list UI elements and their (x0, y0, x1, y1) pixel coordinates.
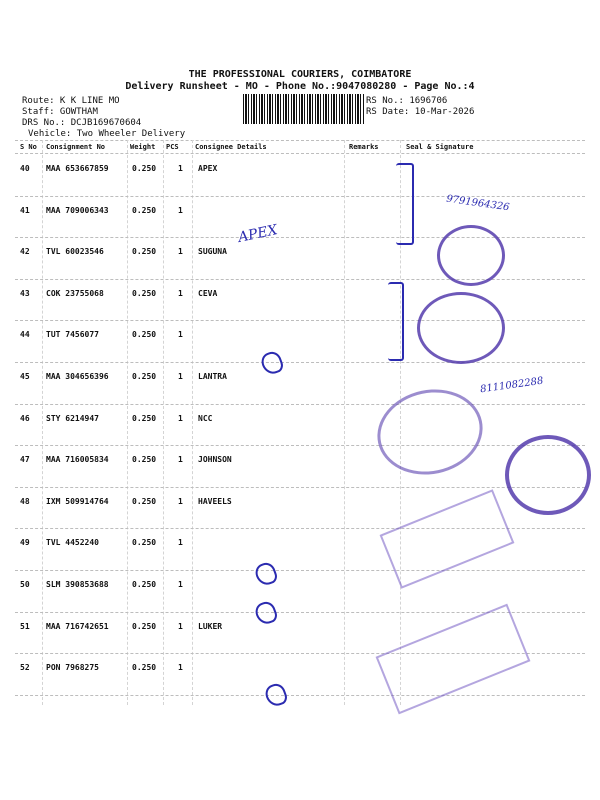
row-consignment-cell: SLM 390853688 (46, 580, 109, 589)
row-consignment-cell: PON 7968275 (46, 663, 99, 673)
row-weight-cell: 0.250 (132, 288, 157, 298)
row-consignment-cell: COK 23755068 (46, 288, 104, 298)
route-label: Route: K K LINE MO (22, 96, 120, 106)
row-pcs-cell: 1 (178, 413, 183, 423)
row-pcs-cell: 1 (178, 372, 183, 381)
row-pcs-cell: 1 (178, 247, 183, 257)
table-row (15, 154, 585, 195)
signature-bracket (396, 163, 414, 245)
runsheet-title: Delivery Runsheet - MO - Phone No.:9047080280 - Page No.:4 (125, 81, 475, 92)
row-weight-cell: 0.250 (132, 663, 157, 673)
rs-date: RS Date: 10-Mar-2026 (366, 107, 475, 117)
row-consignee-cell: NCC (198, 413, 213, 423)
prism-johnson-seal (505, 435, 591, 515)
row-sno-cell: 43 (20, 288, 30, 298)
col-header-sno: S No (20, 143, 37, 151)
staff-label: Staff: GOWTHAM (22, 107, 98, 117)
col-header-consignee: Consignee Details (195, 143, 267, 151)
row-pcs-cell: 1 (178, 205, 183, 215)
row-sno-cell: 40 (20, 164, 30, 173)
row-consignment-cell: MAA 716742651 (46, 621, 109, 631)
row-weight-cell: 0.250 (132, 372, 157, 381)
row-weight-cell: 0.250 (132, 247, 157, 257)
col-header-pcs: PCS (166, 143, 179, 151)
drs-label: DRS No.: DCJB169670604 (22, 118, 142, 128)
table-row (15, 404, 585, 445)
row-consignment-cell: MAA 709006343 (46, 205, 109, 215)
row-sno-cell: 45 (20, 372, 30, 381)
row-pcs-cell: 1 (178, 621, 183, 631)
row-sno-cell: 42 (20, 247, 30, 257)
handwritten-apex: APEX (236, 222, 279, 246)
row-pcs-cell: 1 (178, 288, 183, 298)
row-weight-cell: 0.250 (132, 621, 157, 631)
row-consignment-cell: STY 6214947 (46, 413, 99, 423)
row-sno-cell: 48 (20, 496, 30, 506)
row-pcs-cell: 1 (178, 538, 183, 548)
row-weight-cell: 0.250 (132, 496, 157, 506)
row-pcs-cell: 1 (178, 330, 183, 340)
row-consignment-cell: MAA 716005834 (46, 455, 109, 465)
row-consignee-cell: CEVA (198, 288, 218, 298)
circular-seal-stamp (417, 292, 505, 364)
row-weight-cell: 0.250 (132, 205, 157, 215)
col-header-weight: Weight (130, 143, 156, 151)
row-separator (15, 695, 585, 696)
row-consignee-cell: APEX (198, 164, 218, 173)
row-consignee-cell: JOHNSON (198, 455, 232, 465)
handwritten-phone: 9791964326 (445, 193, 511, 214)
row-sno-cell: 44 (20, 330, 30, 340)
row-consignment-cell: MAA 304656396 (46, 372, 109, 381)
row-pcs-cell: 1 (178, 663, 183, 673)
row-sno-cell: 49 (20, 538, 30, 548)
row-weight-cell: 0.250 (132, 580, 157, 589)
row-consignee-cell: SUGUNA (198, 247, 227, 257)
row-weight-cell: 0.250 (132, 413, 157, 423)
row-pcs-cell: 1 (178, 164, 183, 173)
row-consignment-cell: IXM 509914764 (46, 496, 109, 506)
table-top-rule (15, 140, 585, 141)
row-consignee-cell: HAVEELS (198, 496, 232, 506)
row-pcs-cell: 1 (178, 580, 183, 589)
signature-bracket (388, 282, 404, 361)
row-sno-cell: 51 (20, 621, 30, 631)
row-consignee-cell: LANTRA (198, 372, 227, 381)
row-consignment-cell: TVL 4452240 (46, 538, 99, 548)
table-row (15, 570, 585, 611)
row-consignment-cell: TUT 7456077 (46, 330, 99, 340)
rs-number: RS No.: 1696706 (366, 96, 448, 106)
row-weight-cell: 0.250 (132, 455, 157, 465)
row-sno-cell: 46 (20, 413, 30, 423)
vehicle-label: Vehicle: Two Wheeler Delivery (28, 129, 186, 139)
row-sno-cell: 52 (20, 663, 30, 673)
row-sno-cell: 50 (20, 580, 30, 589)
row-pcs-cell: 1 (178, 496, 183, 506)
row-weight-cell: 0.250 (132, 330, 157, 340)
company-title: THE PROFESSIONAL COURIERS, COIMBATORE (188, 69, 412, 80)
col-header-seal: Seal & Signature (406, 143, 474, 151)
row-consignment-cell: TVL 60023546 (46, 247, 104, 257)
col-header-consignment: Consignment No (46, 143, 106, 151)
table-row (15, 445, 585, 486)
circular-seal-stamp (437, 225, 505, 286)
col-header-remarks: Remarks (349, 143, 379, 151)
row-pcs-cell: 1 (178, 455, 183, 465)
row-sno-cell: 41 (20, 205, 30, 215)
barcode-image (243, 94, 365, 124)
row-consignee-cell: LUKER (198, 621, 223, 631)
row-sno-cell: 47 (20, 455, 30, 465)
row-weight-cell: 0.250 (132, 164, 157, 173)
handwritten-phone: 8111082288 (479, 375, 545, 396)
row-weight-cell: 0.250 (132, 538, 157, 548)
row-consignment-cell: MAA 653667859 (46, 164, 109, 173)
